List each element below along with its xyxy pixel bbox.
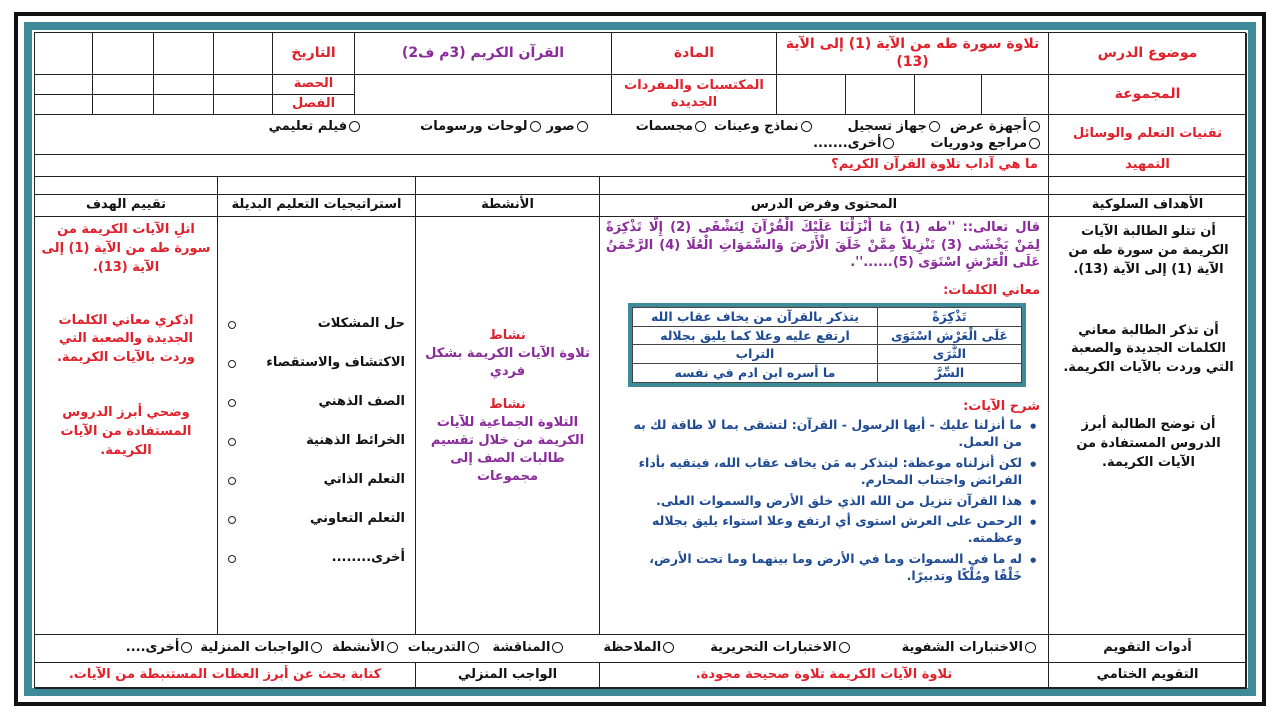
explain-item: • لكن أنزلناه موعظة: ليتذكر به مَن يخاف عقاب الله، فيتقيه بأداء الفرائض واجتناب المحارم. [620, 455, 1040, 489]
acquisitions-label: المكتسبات والمفردات الجديدة [612, 75, 777, 115]
group-cell-4[interactable] [777, 75, 846, 115]
content-header: المحتوى وفرض الدرس [600, 195, 1049, 217]
date-cell-2[interactable] [154, 33, 214, 75]
content-cell [600, 217, 1049, 635]
group-cell-2[interactable] [915, 75, 982, 115]
class-cell-1[interactable] [214, 95, 273, 115]
objectives-header: الأهداف السلوكية [1049, 195, 1247, 217]
intro-label: التمهيد [1049, 155, 1247, 177]
vocab-table [628, 303, 1026, 387]
tool-option-mockups[interactable]: مجسمات [636, 119, 706, 135]
vocab-meaning: ما أسره ابن ادم في نفسه [633, 363, 878, 382]
vocab-word: عَلَى الْعَرْشِ اسْتَوَى [877, 326, 1021, 345]
tool-option-references[interactable]: مراجع ودوريات [930, 136, 1040, 152]
class-cell-3[interactable] [93, 95, 154, 115]
acquisitions-cell[interactable] [355, 75, 612, 115]
group-cell-1[interactable] [982, 75, 1049, 115]
explain-item: • له ما في السموات وما في الأرض وما بينهما وما تحت الأرض، خَلْقًا ومُلْكًا وتدبيرًا. [620, 551, 1040, 585]
group-label: المجموعة [1049, 75, 1247, 115]
eval-option-activities[interactable]: الأنشطة [332, 640, 398, 656]
vocab-title: معاني الكلمات: [943, 283, 1040, 298]
verse-text: قال تعالى:: ''طه (1) مَا أَنْزَلْنَا عَلَيْكَ الْقُرْآنَ لِتَشْقَى (2) إِلَّا تَذْكِرَةً لِمَنْ يَخْشَى (3) تَنْزِيلاً مِمَّنْ خَلَقَ الْأَرْضَ وَالسَّمَوَاتِ الْعُلَا (4) الرَّحْمَنُ عَلَى الْعَرْشِ اسْتَوَى (5)......''. [606, 220, 1041, 271]
period-cell-2[interactable] [154, 75, 214, 95]
subject-label: المادة [612, 33, 777, 75]
objective-3: أن توضح الطالبة أبرز الدروس المستفادة من الآيات الكريمة. [1076, 417, 1221, 470]
strategy-item[interactable]: أخرى........ [218, 539, 415, 578]
activities-header: الأنشطة [416, 195, 600, 217]
tool-option-recorder[interactable]: جهاز تسجيل [848, 119, 940, 135]
final-value: تلاوة الآيات الكريمة تلاوة صحيحة مجودة. [600, 663, 1049, 689]
eval-option-observation[interactable]: الملاحظة [603, 640, 674, 656]
eval-option-homework[interactable]: الواجبات المنزلية [200, 640, 322, 656]
strategy-item[interactable]: حل المشكلات [218, 305, 415, 344]
period-label: الحصة [273, 75, 355, 95]
eval-tools-options [35, 635, 1049, 663]
objective-1: أن تتلو الطالبة الآيات الكريمة من سورة طه من الآية (1) إلى الآية (13). [1068, 224, 1229, 277]
date-label: التاريخ [273, 33, 355, 75]
tool-option-pictures[interactable]: صور [547, 119, 588, 135]
tool-option-projector[interactable]: أجهزة عرض [950, 119, 1040, 135]
assessment-1: اتلِ الآيات الكريمة من سورة طه من الآية (1) إلى الآية (13). [41, 222, 211, 275]
subject-value: القرآن الكريم (3م ف2) [355, 33, 612, 75]
topic-value: تلاوة سورة طه من الآية (1) إلى الآية (13) [777, 33, 1049, 75]
explain-item: • هذا القرآن تنزيل من الله الذي خلق الأرض والسموات العلى. [620, 493, 1040, 510]
intro-question: ما هي آداب تلاوة القرآن الكريم؟ [35, 155, 1049, 177]
vocab-meaning: التراب [633, 345, 878, 364]
assessment-2: اذكري معاني الكلمات الجديدة والصعبة التي وردت بالآيات الكريمة. [56, 312, 196, 366]
eval-option-discussion[interactable]: المناقشة [493, 640, 564, 656]
topic-label: موضوع الدرس [1049, 33, 1247, 75]
eval-tools-label: أدوات التقويم [1049, 635, 1247, 663]
vocab-meaning: ارتفع عليه وعلا كما يليق بجلاله [633, 326, 878, 345]
final-label: التقويم الختامي [1049, 663, 1247, 689]
vocab-row [633, 326, 1022, 345]
strategy-item[interactable]: الخرائط الذهنية [218, 422, 415, 461]
assessment-cell [35, 217, 218, 635]
vocab-word: السِّرَّ [877, 363, 1021, 382]
strategies-header: استراتيجيات التعليم البديلة [218, 195, 416, 217]
tool-option-models[interactable]: نماذج وعينات [714, 119, 812, 135]
group-cell-3[interactable] [846, 75, 915, 115]
class-cell-4[interactable] [35, 95, 93, 115]
homework-label: الواجب المنزلي [416, 663, 600, 689]
objectives-cell [1049, 217, 1247, 635]
vocab-word: تَذْكِرَةً [877, 308, 1021, 327]
strategies-cell [218, 217, 416, 635]
tool-option-boards[interactable]: لوحات ورسومات [420, 119, 540, 135]
class-label: الفصل [273, 95, 355, 115]
explain-title: شرح الآيات: [963, 399, 1040, 414]
eval-option-written[interactable]: الاختبارات التحريرية [710, 640, 849, 656]
strategy-item[interactable]: التعلم التعاوني [218, 500, 415, 539]
vocab-word: الثَّرَى [877, 345, 1021, 364]
blank-cell-3 [416, 177, 600, 195]
tools-options [35, 115, 1049, 155]
class-cell-2[interactable] [154, 95, 214, 115]
vocab-row [633, 345, 1022, 364]
period-cell-4[interactable] [35, 75, 93, 95]
tools-label: تقنيات التعلم والوسائل [1049, 115, 1247, 155]
explain-list [620, 417, 1040, 589]
activities-cell [416, 217, 600, 635]
date-cell-1[interactable] [214, 33, 273, 75]
tool-option-film[interactable]: فيلم تعليمي [269, 119, 361, 135]
strategy-item[interactable]: الصف الذهني [218, 383, 415, 422]
vocab-row [633, 308, 1022, 327]
period-cell-1[interactable] [214, 75, 273, 95]
tool-option-other[interactable]: أخرى....... [813, 136, 894, 152]
strategy-item[interactable]: الاكتشاف والاستقصاء [218, 344, 415, 383]
date-cell-3[interactable] [93, 33, 154, 75]
assessment-header: تقييم الهدف [35, 195, 218, 217]
vocab-meaning: يتذكر بالقرآن من يخاف عقاب الله [633, 308, 878, 327]
blank-cell-5 [35, 177, 218, 195]
lesson-plan-table [34, 32, 1246, 688]
assessment-3: وضحي أبرز الدروس المستفادة من الآيات الكريمة. [60, 405, 192, 458]
eval-option-exercises[interactable]: التدريبات [408, 640, 479, 656]
activity-1-title: نشاط [489, 328, 526, 343]
strategy-item[interactable]: التعلم الذاتي [218, 461, 415, 500]
homework-value: كتابة بحث عن أبرز العظات المستنبطة من الآيات. [35, 663, 416, 689]
period-cell-3[interactable] [93, 75, 154, 95]
date-cell-4[interactable] [35, 33, 93, 75]
activity-2-text: التلاوة الجماعية للآيات الكريمة من خلال تقسيم طالبات الصف إلى مجموعات [430, 414, 585, 485]
blank-cell-4 [218, 177, 416, 195]
explain-item: • الرحمن على العرش استوى أي ارتفع وعلا استواء يليق بجلاله وعظمته. [620, 513, 1040, 547]
objective-2: أن تذكر الطالبة معاني الكلمات الجديدة والصعبة التي وردت بالآيات الكريمة. [1063, 322, 1234, 376]
blank-cell-1 [1049, 177, 1247, 195]
activity-2-title: نشاط [489, 396, 526, 412]
eval-option-oral[interactable]: الاختبارات الشفوية [902, 640, 1036, 656]
eval-option-other[interactable]: أخرى.... [126, 640, 193, 656]
vocab-row [633, 363, 1022, 382]
strategies-list [218, 305, 415, 578]
explain-item: • ما أنزلنا عليك - أيها الرسول - القرآن: لتشقى بما لا طاقة لك به من العمل. [620, 417, 1040, 451]
blank-cell-2 [600, 177, 1049, 195]
activity-1-text: تلاوة الآيات الكريمة بشكل فردي [425, 346, 590, 380]
